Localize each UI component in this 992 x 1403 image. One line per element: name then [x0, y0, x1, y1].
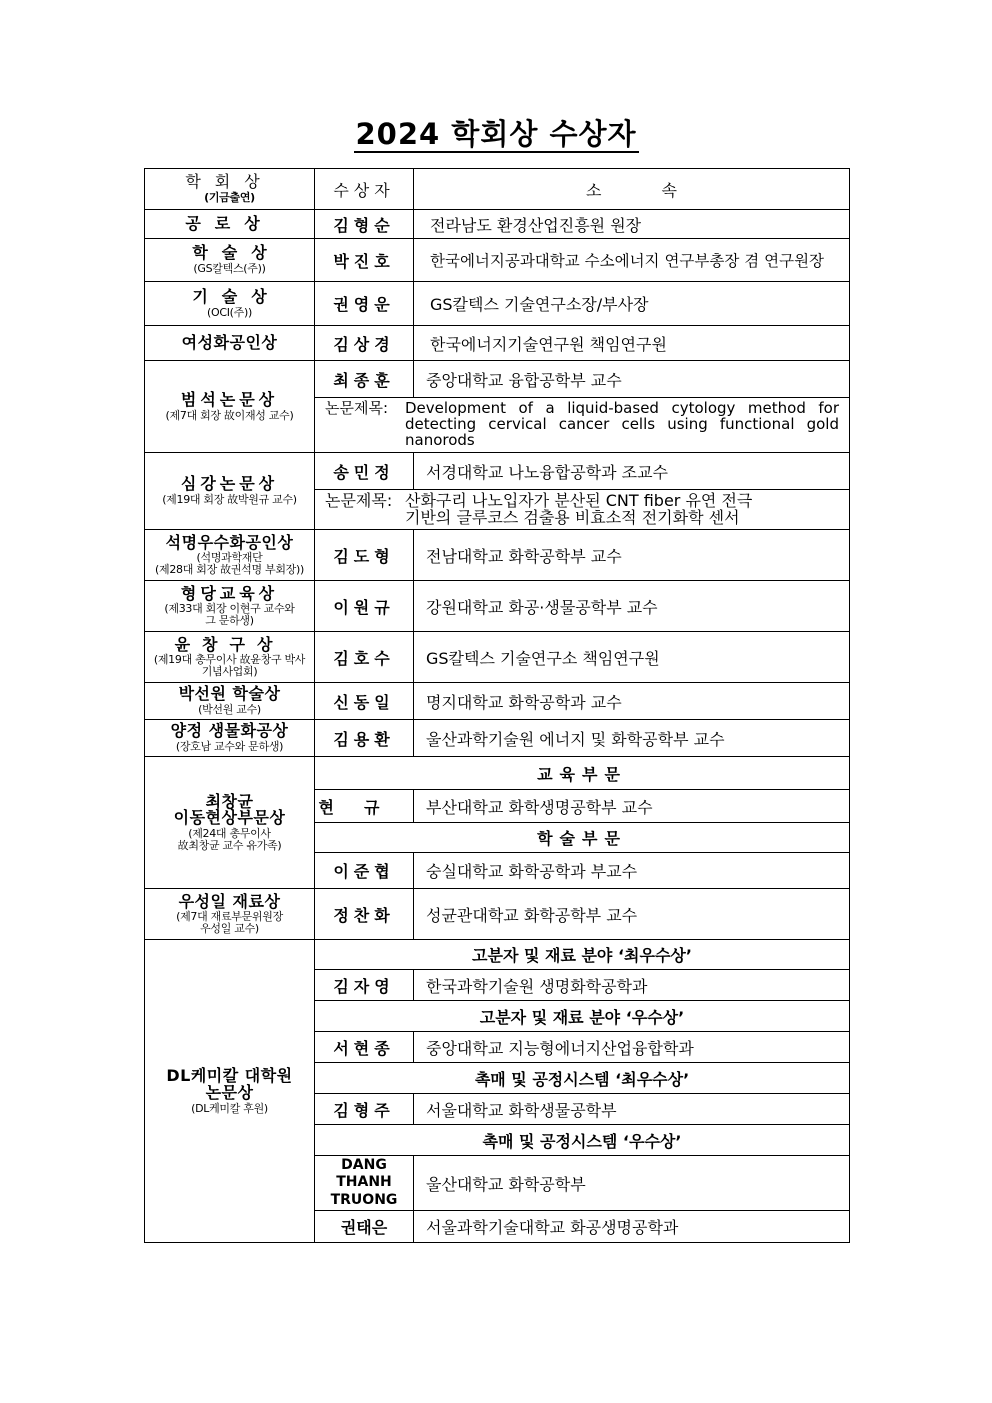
- award-cell: [145, 581, 315, 632]
- award-cell: [145, 889, 315, 940]
- award-name: 윤창구상: [174, 634, 285, 654]
- award-sponsor: (OCI(주)): [207, 305, 252, 319]
- award-cell: [145, 530, 315, 581]
- award-sponsor: 우성일 교수): [200, 921, 259, 935]
- affiliation: 서울과학기술대학교 화공생명공학과: [414, 1211, 850, 1243]
- recipient-name: 박진호: [315, 239, 414, 282]
- recipient-name: 이준협: [315, 853, 414, 889]
- table-row: [145, 239, 850, 282]
- section-header: 학술부문: [315, 823, 850, 853]
- section-header: 고분자 및 재료 분야 ‘최우수상’: [315, 940, 850, 970]
- recipient-name: 김형순: [315, 210, 414, 239]
- affiliation: 울산대학교 화학공학부: [414, 1156, 850, 1211]
- section-row: [145, 940, 850, 970]
- award-name: 이동현상부문상: [173, 808, 286, 828]
- affiliation: 부산대학교 화학생명공학부 교수: [414, 790, 850, 823]
- header-recipient: 수상자: [315, 169, 414, 210]
- award-sponsor: (제28대 회장 故권석명 부회장)): [155, 562, 304, 576]
- table-row: [145, 282, 850, 326]
- affiliation: 명지대학교 화학공학과 교수: [414, 683, 850, 720]
- recipient-name: 서현종: [315, 1032, 414, 1063]
- affiliation: 전라남도 환경산업진흥원 원장: [414, 210, 850, 239]
- award-cell: [145, 940, 315, 1243]
- award-name: 석명우수화공인상: [165, 532, 294, 552]
- recipient-name: 이원규: [315, 581, 414, 632]
- table-row: [145, 530, 850, 581]
- recipient-name-line: THANH: [336, 1174, 392, 1191]
- table-row: [145, 453, 850, 490]
- award-sponsor: 기념사업회): [201, 664, 258, 678]
- paper-line: 산화구리 나노입자가 분산된 CNT fiber 유연 전극: [405, 490, 753, 510]
- paper-label: 논문제목:: [325, 490, 393, 510]
- header-row: [145, 169, 850, 210]
- recipient-name-line: DANG: [341, 1156, 387, 1173]
- recipient-name: 김호수: [315, 632, 414, 683]
- award-sponsor: (제19대 총무이사 故윤창구 박사: [153, 653, 306, 667]
- award-cell: [145, 361, 315, 453]
- section-header: 촉매 및 공정시스템 ‘최우수상’: [315, 1063, 850, 1094]
- table-row: [145, 632, 850, 683]
- paper-text: Development of a liquid-based cytology method for detecting cervical cancer cells using functional gold nanorods: [405, 399, 839, 449]
- award-sponsor: (박선원 교수): [198, 703, 261, 717]
- section-row: [145, 757, 850, 790]
- paper-line: 기반의 글루코스 검출용 비효소적 전기화학 센서: [405, 507, 740, 527]
- recipient-name: 김형주: [315, 1094, 414, 1125]
- recipient-name: 김자영: [315, 970, 414, 1001]
- affiliation: 서경대학교 나노융합공학과 조교수: [414, 453, 850, 490]
- affiliation: 전남대학교 화학공학부 교수: [414, 530, 850, 581]
- award-name: 학술상: [192, 243, 281, 263]
- award-name: 양정 생물화공상: [170, 721, 289, 741]
- recipient-name: 권영운: [315, 282, 414, 326]
- award-name: 논문상: [205, 1082, 254, 1102]
- award-sponsor: (DL케미칼 후원): [191, 1101, 268, 1115]
- table-row: [145, 210, 850, 239]
- recipient-name: 현규: [315, 790, 414, 823]
- paper-title: [315, 398, 850, 453]
- award-sponsor: (GS칼텍스(주)): [193, 262, 266, 276]
- award-name: DL케미칼 대학원: [166, 1065, 293, 1085]
- award-sponsor: 故최창균 교수 유가족): [177, 838, 282, 852]
- affiliation: 서울대학교 화학생물공학부: [414, 1094, 850, 1125]
- recipient-name: 최종훈: [315, 361, 414, 398]
- affiliation: GS칼텍스 기술연구소 책임연구원: [414, 632, 850, 683]
- award-name: 공로상: [145, 210, 315, 239]
- section-header: 촉매 및 공정시스템 ‘우수상’: [315, 1125, 850, 1156]
- award-sponsor: (제19대 회장 故박원규 교수): [162, 493, 297, 507]
- award-cell: [145, 757, 315, 889]
- award-sponsor: (제33대 회장 이현구 교수와: [164, 602, 295, 616]
- award-name: 범석논문상: [180, 389, 279, 409]
- paper-title: [315, 490, 850, 530]
- award-cell: [145, 239, 315, 282]
- affiliation: 중앙대학교 융합공학부 교수: [414, 361, 850, 398]
- header-affiliation: 소속: [414, 169, 850, 210]
- award-name: 심강논문상: [180, 474, 279, 494]
- section-header: 교육부문: [315, 757, 850, 790]
- award-cell: [145, 720, 315, 757]
- award-cell: [145, 632, 315, 683]
- affiliation: 울산과학기술원 에너지 및 화학공학부 교수: [414, 720, 850, 757]
- recipient-name-line: TRUONG: [330, 1191, 398, 1208]
- recipient-name: 정찬화: [315, 889, 414, 940]
- table-row: [145, 581, 850, 632]
- award-name: 우성일 재료상: [178, 891, 281, 911]
- award-cell: [145, 453, 315, 530]
- recipient-name: 김상경: [315, 326, 414, 361]
- award-sponsor: (장호남 교수와 문하생): [175, 740, 284, 754]
- award-sponsor: (제7대 재료부문위원장: [176, 910, 283, 924]
- table-row: [145, 720, 850, 757]
- award-cell: [145, 282, 315, 326]
- affiliation: 강원대학교 화공·생물공학부 교수: [414, 581, 850, 632]
- table-row: [145, 683, 850, 720]
- table-row: [145, 889, 850, 940]
- award-sponsor: 그 문하생): [205, 613, 254, 627]
- award-name: 여성화공인상: [145, 326, 315, 361]
- award-sponsor: (제24대 총무이사: [188, 827, 271, 841]
- affiliation: 한국과학기술원 생명화학공학과: [414, 970, 850, 1001]
- recipient-name: 권태은: [315, 1211, 414, 1243]
- section-header: 고분자 및 재료 분야 ‘우수상’: [315, 1001, 850, 1032]
- page-title: 2024 학회상 수상자: [355, 117, 637, 151]
- affiliation: 한국에너지공과대학교 수소에너지 연구부총장 겸 연구원장: [414, 239, 850, 282]
- recipient-name: 김용환: [315, 720, 414, 757]
- table-row: [145, 326, 850, 361]
- award-name: 최창균: [205, 791, 254, 811]
- award-sponsor: (제7대 회장 故이재성 교수): [165, 408, 294, 422]
- award-name: 기술상: [192, 286, 281, 306]
- award-cell: [145, 683, 315, 720]
- recipient-name: 김도형: [315, 530, 414, 581]
- award-sponsor: (석명과학재단: [196, 551, 263, 565]
- paper-label: 논문제목:: [325, 399, 389, 418]
- header-award: 학회상 (기금출연): [145, 169, 315, 210]
- affiliation: 숭실대학교 화학공학과 부교수: [414, 853, 850, 889]
- award-table: [144, 168, 850, 1243]
- affiliation: GS칼텍스 기술연구소장/부사장: [414, 282, 850, 326]
- recipient-name: [315, 1156, 414, 1211]
- recipient-name: 송민정: [315, 453, 414, 490]
- recipient-name: 신동일: [315, 683, 414, 720]
- award-name: 박선원 학술상: [178, 684, 281, 704]
- award-name: 형당교육상: [180, 583, 279, 603]
- table-row: [145, 361, 850, 398]
- affiliation: 한국에너지기술연구원 책임연구원: [414, 326, 850, 361]
- affiliation: 성균관대학교 화학공학부 교수: [414, 889, 850, 940]
- affiliation: 중앙대학교 지능형에너지산업융합학과: [414, 1032, 850, 1063]
